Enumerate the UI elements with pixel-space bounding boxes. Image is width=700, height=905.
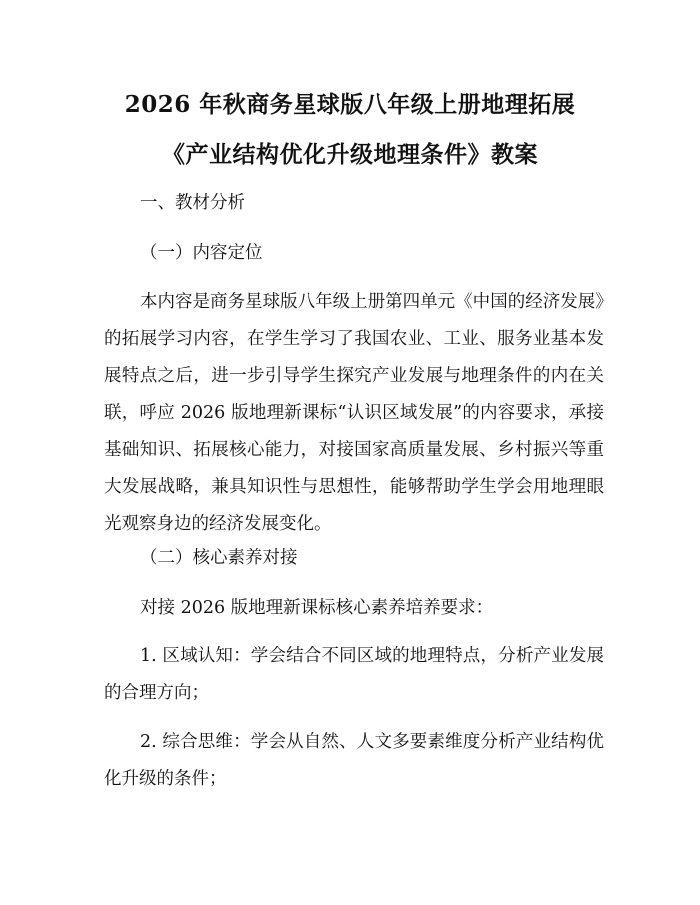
subsection-heading-core-literacy: （二）核心素养对接 [140,548,298,568]
document-title-line-2: 《产业结构优化升级地理条件》教案 [162,141,538,168]
document-title-line-1: 2026 年秋商务星球版八年级上册地理拓展 [124,91,576,118]
subsection-heading-content-positioning: （一）内容定位 [140,243,263,263]
list-item-regional-cognition: 1. 区域认知：学会结合不同区域的地理特点，分析产业发展的合理方向； [104,646,604,703]
paragraph-content-positioning: 本内容是商务星球版八年级上册第四单元《中国的经济发展》的拓展学习内容，在学生学习了我国农业、工业、服务业基本发展特点之后，进一步引导学生探究产业发展与地理条件的内在关联，呼应 2026 版地理新课标“认识区域发展”的内容要求，承接基础知识、拓展核心能力，对接国家高质量发展、乡村振兴等重大发展战略，兼具知识性与思想性，能够帮助学生学会用地理眼光观察身边的经济发展变化。 [104,292,604,534]
section-heading-textbook-analysis: 一、教材分析 [140,193,245,213]
paragraph-core-literacy-intro: 对接 2026 版地理新课标核心素养培养要求： [140,598,494,618]
list-item-comprehensive-thinking: 2. 综合思维：学会从自然、人文多要素维度分析产业结构优化升级的条件； [104,732,604,789]
